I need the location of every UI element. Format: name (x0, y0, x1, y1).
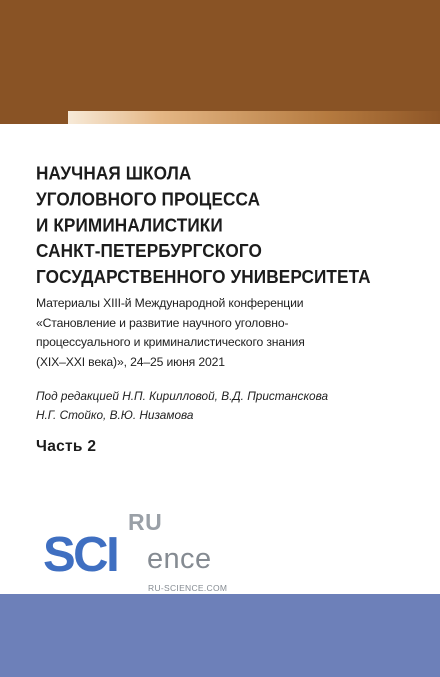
title-line: УГОЛОВНОГО ПРОЦЕССА (36, 188, 261, 210)
logo-ence-text: ence (147, 543, 212, 575)
book-title (36, 160, 428, 290)
description-line: Материалы XIII-й Международной конференции (36, 296, 304, 310)
ru-science-logo (40, 509, 300, 597)
gradient-stripe (68, 111, 440, 124)
editors-line: Под редакцией Н.П. Кирилловой, В.Д. Пристанскова (36, 389, 329, 403)
title-line: И КРИМИНАЛИСТИКИ (36, 214, 223, 236)
bottom-color-band (0, 594, 440, 677)
description-line: «Становление и развитие научного уголовно- (36, 315, 289, 330)
description-line: (XIX–XXI века)», 24–25 июня 2021 (36, 354, 225, 369)
logo-sci-text: SCI (43, 528, 118, 582)
cover-text-block (36, 160, 428, 456)
description-line: процессуального и криминалистического знания (36, 335, 305, 349)
logo-ru-text: RU (128, 509, 163, 535)
title-line: НАУЧНАЯ ШКОЛА (36, 162, 192, 184)
book-description (36, 294, 428, 372)
title-line: ГОСУДАРСТВЕННОГО УНИВЕРСИТЕТА (36, 265, 371, 288)
title-line: САНКТ-ПЕТЕРБУРГСКОГО (36, 239, 262, 262)
editors-line: Н.Г. Стойко, В.Ю. Низамова (36, 407, 194, 422)
editors (36, 387, 428, 424)
part-number: Часть 2 (36, 438, 97, 455)
logo-url-text: RU-SCIENCE.COM (148, 583, 228, 593)
top-color-band (0, 0, 440, 124)
